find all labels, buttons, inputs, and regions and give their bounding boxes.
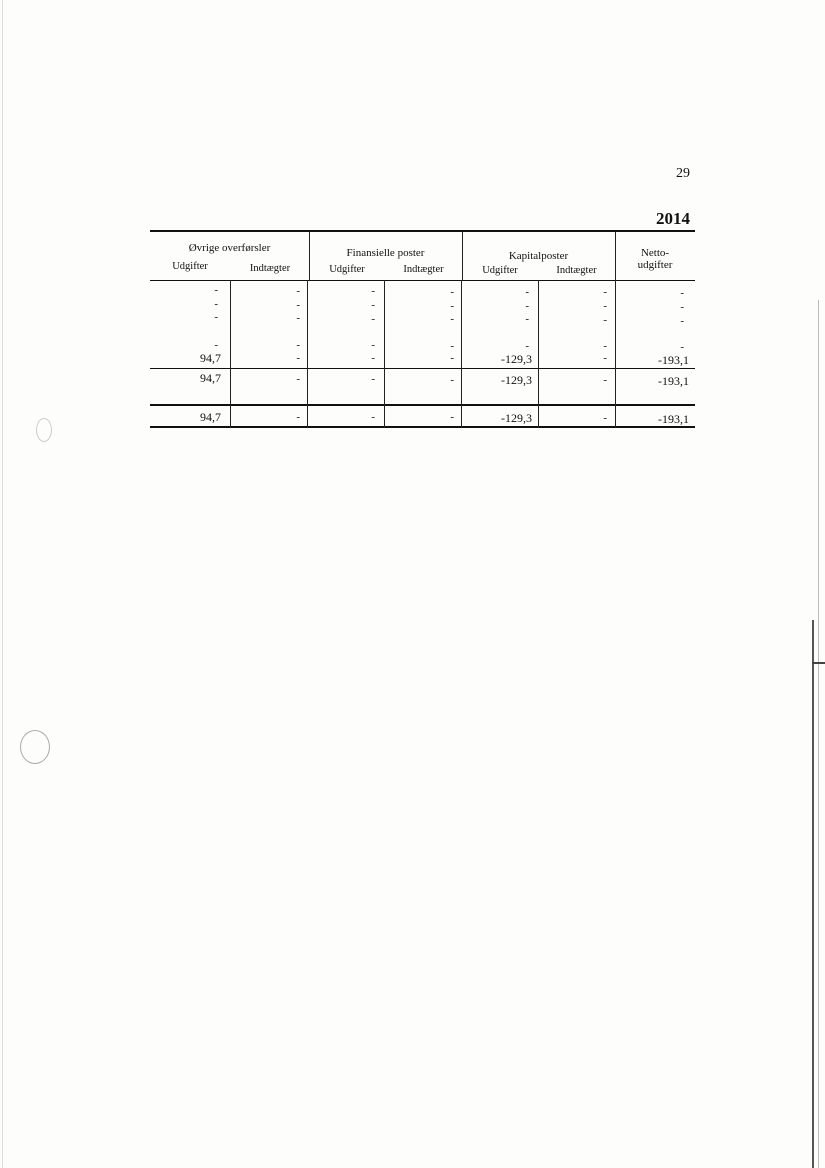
- table-cell: -: [296, 339, 300, 351]
- table-cell: -: [525, 313, 529, 325]
- table-cell: -: [525, 340, 529, 352]
- subheader-udgifter: Udgifter: [482, 265, 518, 276]
- table-cell: -: [450, 411, 454, 423]
- scan-edge-line: [2, 0, 3, 1168]
- table-cell: -193,1: [658, 374, 689, 388]
- subtotal-rule-bottom: [150, 404, 695, 406]
- column-divider: [615, 280, 616, 428]
- punch-hole-mark: [20, 730, 50, 764]
- scan-edge-line: [812, 620, 814, 1168]
- column-divider: [461, 280, 462, 428]
- scan-edge-mark: [812, 662, 825, 664]
- table-cell: 94,7: [200, 371, 221, 385]
- table-cell: -: [450, 313, 454, 325]
- subheader-indtaegter: Indtægter: [249, 263, 291, 274]
- table-cell: -: [296, 352, 300, 364]
- table-cell: -193,1: [658, 353, 689, 367]
- table-cell: -: [603, 340, 607, 352]
- table-cell: -: [371, 373, 375, 385]
- table-cell: -: [296, 312, 300, 324]
- table-cell: -: [603, 286, 607, 298]
- netto-heading: [615, 247, 695, 271]
- table-cell: -129,3: [501, 373, 532, 387]
- subheader-indtaegter: Indtægter: [556, 265, 597, 276]
- table-cell: -: [371, 352, 375, 364]
- table-cell: -: [450, 352, 454, 364]
- table-cell: -: [296, 285, 300, 297]
- subheader-indtaegter: Indtægter: [403, 264, 444, 275]
- column-divider: [538, 280, 539, 428]
- table-cell: -: [371, 299, 375, 311]
- table-cell: -: [680, 287, 684, 299]
- group-heading-ovrige: Øvrige overførsler: [188, 242, 271, 254]
- year-heading: 2014: [656, 209, 690, 228]
- table-cell: 94,7: [200, 351, 221, 365]
- column-divider: [230, 280, 231, 428]
- scan-edge-line: [818, 300, 819, 1168]
- page-number: 29: [676, 166, 690, 181]
- table-cell: -: [680, 341, 684, 353]
- table-cell: -: [296, 299, 300, 311]
- subtotal-rule-top: [150, 368, 695, 369]
- group-heading-kapital: Kapitalposter: [508, 250, 569, 262]
- table-cell: -: [296, 373, 300, 385]
- table-cell: -129,3: [501, 352, 532, 366]
- budget-table: [150, 230, 695, 428]
- table-bottom-rule: [150, 426, 695, 428]
- table-cell: 94,7: [200, 410, 221, 424]
- table-cell: -: [214, 311, 218, 323]
- table-cell: -: [680, 315, 684, 327]
- table-cell: -: [371, 313, 375, 325]
- table-cell: -: [525, 300, 529, 312]
- header-bottom-rule: [150, 280, 695, 281]
- table-cell: -: [450, 300, 454, 312]
- group-heading-finansielle: Finansielle poster: [346, 247, 425, 259]
- table-cell: -: [450, 286, 454, 298]
- table-cell: -: [603, 374, 607, 386]
- column-divider: [307, 280, 308, 428]
- table-cell: -: [214, 284, 218, 296]
- subheader-udgifter: Udgifter: [172, 261, 208, 272]
- table-cell: -: [603, 300, 607, 312]
- table-cell: -: [371, 411, 375, 423]
- column-divider: [384, 280, 385, 428]
- table-cell: -: [371, 339, 375, 351]
- table-cell: -: [603, 352, 607, 364]
- table-cell: -: [296, 411, 300, 423]
- table-cell: -: [214, 339, 218, 351]
- table-cell: -: [450, 374, 454, 386]
- table-cell: -193,1: [658, 412, 689, 426]
- table-cell: -: [603, 314, 607, 326]
- table-cell: -: [214, 298, 218, 310]
- table-cell: -: [603, 412, 607, 424]
- punch-hole-mark: [36, 418, 52, 442]
- table-cell: -: [680, 301, 684, 313]
- table-top-rule: [150, 230, 695, 232]
- table-cell: -: [371, 285, 375, 297]
- table-cell: -129,3: [501, 411, 532, 425]
- table-cell: -: [450, 340, 454, 352]
- netto-heading-line1: Netto-: [640, 247, 670, 259]
- netto-heading-line2: udgifter: [637, 259, 673, 271]
- subheader-udgifter: Udgifter: [329, 264, 365, 275]
- table-cell: -: [525, 286, 529, 298]
